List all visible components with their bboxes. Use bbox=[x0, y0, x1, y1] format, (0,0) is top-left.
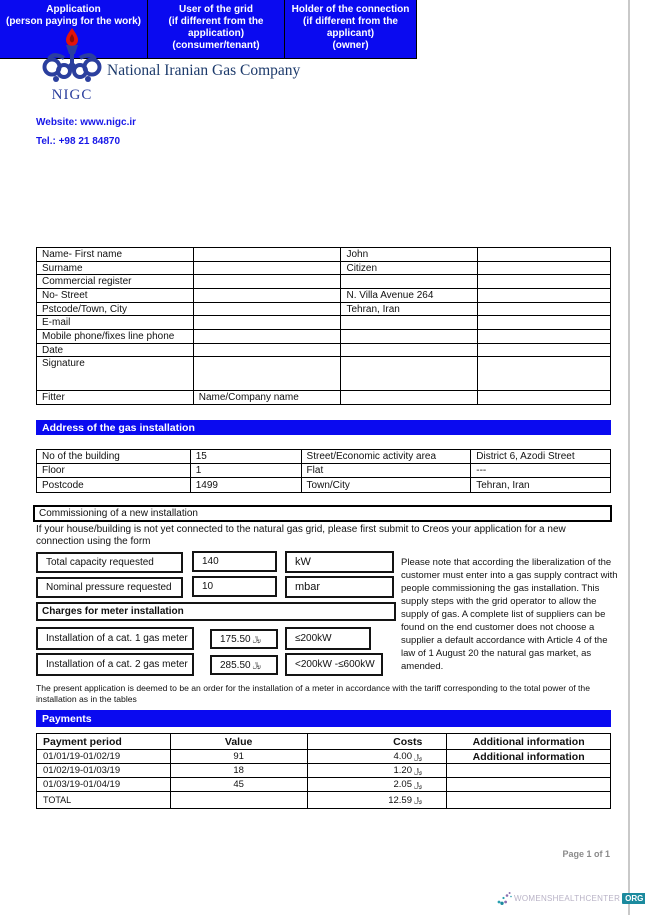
rial-sign: ﷼ bbox=[252, 660, 261, 669]
row-label: Pstcode/Town, City bbox=[37, 303, 194, 316]
addr-label: Town/City bbox=[302, 478, 472, 493]
page-right-edge bbox=[628, 0, 630, 915]
total-value bbox=[171, 792, 308, 809]
cell-application bbox=[194, 330, 342, 344]
payments-table bbox=[36, 733, 611, 809]
addr-label: Floor bbox=[37, 464, 191, 478]
table-row bbox=[37, 330, 611, 344]
row-label: Date bbox=[37, 344, 194, 357]
commissioning-title-box: Commissioning of a new installation bbox=[33, 505, 612, 522]
addr-label: Postcode bbox=[37, 478, 191, 493]
rial-sign: ﷼ bbox=[413, 779, 423, 789]
cat2-meter-range: <200kW -≤600kW bbox=[285, 653, 383, 676]
row-label: E-mail bbox=[37, 316, 194, 330]
addr-value: 15 bbox=[191, 450, 302, 464]
logo-caption: NIGC bbox=[51, 87, 93, 103]
addr-value: District 6, Azodi Street bbox=[471, 450, 611, 464]
addr-value: 1499 bbox=[191, 478, 302, 493]
cell-holder bbox=[478, 275, 611, 289]
cat2-meter-price: 285.50 ﷼ bbox=[210, 655, 278, 675]
table-total-row bbox=[37, 792, 611, 809]
cell-value: 91 bbox=[171, 750, 308, 764]
cell-period: 01/02/19-01/03/19 bbox=[37, 764, 171, 778]
table-row bbox=[37, 450, 611, 464]
cell-user bbox=[341, 391, 478, 405]
table-row bbox=[37, 344, 611, 357]
cell-info bbox=[447, 778, 611, 792]
page-number: Page 1 of 1 bbox=[562, 849, 610, 859]
order-note: The present application is deemed to be an order for the installation of a meter in accordance with the tariff corresponding to the total power of the installation as in the tables bbox=[36, 683, 590, 704]
cell-application bbox=[194, 303, 342, 316]
table-row bbox=[37, 391, 611, 405]
rial-sign: ﷼ bbox=[252, 634, 261, 643]
cat1-meter-label: Installation of a cat. 1 gas meter bbox=[36, 627, 194, 650]
addr-value: --- bbox=[471, 464, 611, 478]
cell-costs: 2.05 ﷼ bbox=[308, 778, 448, 792]
total-capacity-label: Total capacity requested bbox=[36, 552, 183, 573]
header-value: Value bbox=[171, 734, 308, 750]
table-row bbox=[37, 289, 611, 303]
cell-application bbox=[194, 248, 342, 262]
cell-holder bbox=[478, 344, 611, 357]
cell-application bbox=[194, 262, 342, 275]
cell-application bbox=[194, 316, 342, 330]
col-header-application: Application (person paying for the work) bbox=[0, 0, 148, 59]
cell-period: 01/01/19-01/02/19 bbox=[37, 750, 171, 764]
applicant-table bbox=[36, 247, 611, 405]
cell-user: N. Villa Avenue 264 bbox=[341, 289, 478, 303]
cell-user bbox=[341, 344, 478, 357]
address-section-bar: Address of the gas installation bbox=[36, 420, 611, 435]
addr-value: Tehran, Iran bbox=[471, 478, 611, 493]
watermark-name: WOMENSHEALTHCENTER bbox=[514, 893, 621, 903]
addr-value: 1 bbox=[191, 464, 302, 478]
table-row bbox=[37, 248, 611, 262]
cat1-meter-price: 175.50 ﷼ bbox=[210, 629, 278, 649]
cell-costs: 1.20 ﷼ bbox=[308, 764, 448, 778]
cat2-meter-label: Installation of a cat. 2 gas meter bbox=[36, 653, 194, 676]
cell-info bbox=[447, 764, 611, 778]
col-header-user: User of the grid (if different from the application) (consumer/tenant) bbox=[148, 0, 285, 59]
header-additional-info: Additional information bbox=[447, 734, 611, 750]
address-table bbox=[36, 449, 611, 493]
table-row bbox=[37, 464, 611, 478]
row-label: Commercial register bbox=[37, 275, 194, 289]
rial-sign: ﷼ bbox=[413, 765, 423, 775]
table-row bbox=[37, 357, 611, 391]
payments-section-bar: Payments bbox=[36, 710, 611, 727]
watermark-logo-icon bbox=[497, 891, 512, 905]
total-info bbox=[447, 792, 611, 809]
nigc-emblem-icon bbox=[41, 28, 103, 84]
nominal-pressure-unit: mbar bbox=[285, 576, 394, 598]
total-label: TOTAL bbox=[37, 792, 171, 809]
row-label: Mobile phone/fixes line phone bbox=[37, 330, 194, 344]
table-row bbox=[37, 262, 611, 275]
cell-user bbox=[341, 357, 478, 391]
nominal-pressure-value: 10 bbox=[192, 576, 277, 597]
tel-label: Tel.: +98 21 84870 bbox=[36, 136, 121, 147]
cell-holder bbox=[478, 262, 611, 275]
table-header-row bbox=[37, 734, 611, 750]
table-row bbox=[37, 478, 611, 493]
liberalization-note: Please note that according the liberalization of the customer must enter into a gas supply contract with people commissioning the gas installation. This supply steps with the grid operator to allow the supply of gas. A complete list of suppliers can be found on the end customer does not choose a supplier a default accordance with Article 4 of the law of 1 August 20 the natural gas market, as amended. bbox=[401, 557, 618, 672]
row-label: Name- First name bbox=[37, 248, 194, 262]
charges-title-box: Charges for meter installation bbox=[36, 602, 396, 621]
cell-holder bbox=[478, 391, 611, 405]
cell-info: Additional information bbox=[447, 750, 611, 764]
cell-application bbox=[194, 275, 342, 289]
cell-costs: 4.00 ﷼ bbox=[308, 750, 448, 764]
cat1-meter-range: ≤200kW bbox=[285, 627, 371, 650]
nigc-logo bbox=[40, 28, 104, 104]
cell-value: 45 bbox=[171, 778, 308, 792]
total-capacity-value: 140 bbox=[192, 551, 277, 572]
table-row bbox=[37, 778, 611, 792]
cell-application bbox=[194, 289, 342, 303]
table-row bbox=[37, 750, 611, 764]
cell-holder bbox=[478, 248, 611, 262]
row-label: Surname bbox=[37, 262, 194, 275]
cell-user bbox=[341, 275, 478, 289]
row-label: No- Street bbox=[37, 289, 194, 303]
row-label: Fitter bbox=[37, 391, 194, 405]
cell-user bbox=[341, 316, 478, 330]
table-row bbox=[37, 275, 611, 289]
cell-value: 18 bbox=[171, 764, 308, 778]
cell-holder bbox=[478, 357, 611, 391]
header-payment-period: Payment period bbox=[37, 734, 171, 750]
cell-application bbox=[194, 344, 342, 357]
nominal-pressure-label: Nominal pressure requested bbox=[36, 577, 183, 598]
watermark bbox=[497, 891, 645, 905]
cell-holder bbox=[478, 330, 611, 344]
header-costs: Costs bbox=[308, 734, 448, 750]
cell-application bbox=[194, 357, 342, 391]
addr-label: Flat bbox=[302, 464, 472, 478]
cell-period: 01/03/19-01/04/19 bbox=[37, 778, 171, 792]
cell-user bbox=[341, 330, 478, 344]
table-row bbox=[37, 316, 611, 330]
company-name: National Iranian Gas Company bbox=[107, 62, 301, 79]
rial-sign: ﷼ bbox=[413, 795, 423, 804]
addr-label: Street/Economic activity area bbox=[302, 450, 472, 464]
commissioning-note: If your house/building is not yet connected to the natural gas grid, please first submit to Creos your application for a new connection using the form bbox=[36, 524, 566, 547]
cell-holder bbox=[478, 289, 611, 303]
cell-application: Name/Company name bbox=[194, 391, 342, 405]
col-header-holder: Holder of the connection (if different from the applicant) (owner) bbox=[285, 0, 417, 59]
cell-user: Tehran, Iran bbox=[341, 303, 478, 316]
cell-user: John bbox=[341, 248, 478, 262]
table-row bbox=[37, 303, 611, 316]
addr-label: No of the building bbox=[37, 450, 191, 464]
table-row bbox=[37, 764, 611, 778]
total-costs: 12.59 ﷼ bbox=[308, 792, 448, 809]
rial-sign: ﷼ bbox=[413, 751, 423, 761]
cell-user: Citizen bbox=[341, 262, 478, 275]
cell-holder bbox=[478, 316, 611, 330]
row-label: Signature bbox=[37, 357, 194, 391]
cell-holder bbox=[478, 303, 611, 316]
website-label: Website: www.nigc.ir bbox=[36, 117, 137, 128]
total-capacity-unit: kW bbox=[285, 551, 394, 573]
watermark-tld: ORG bbox=[622, 893, 645, 904]
